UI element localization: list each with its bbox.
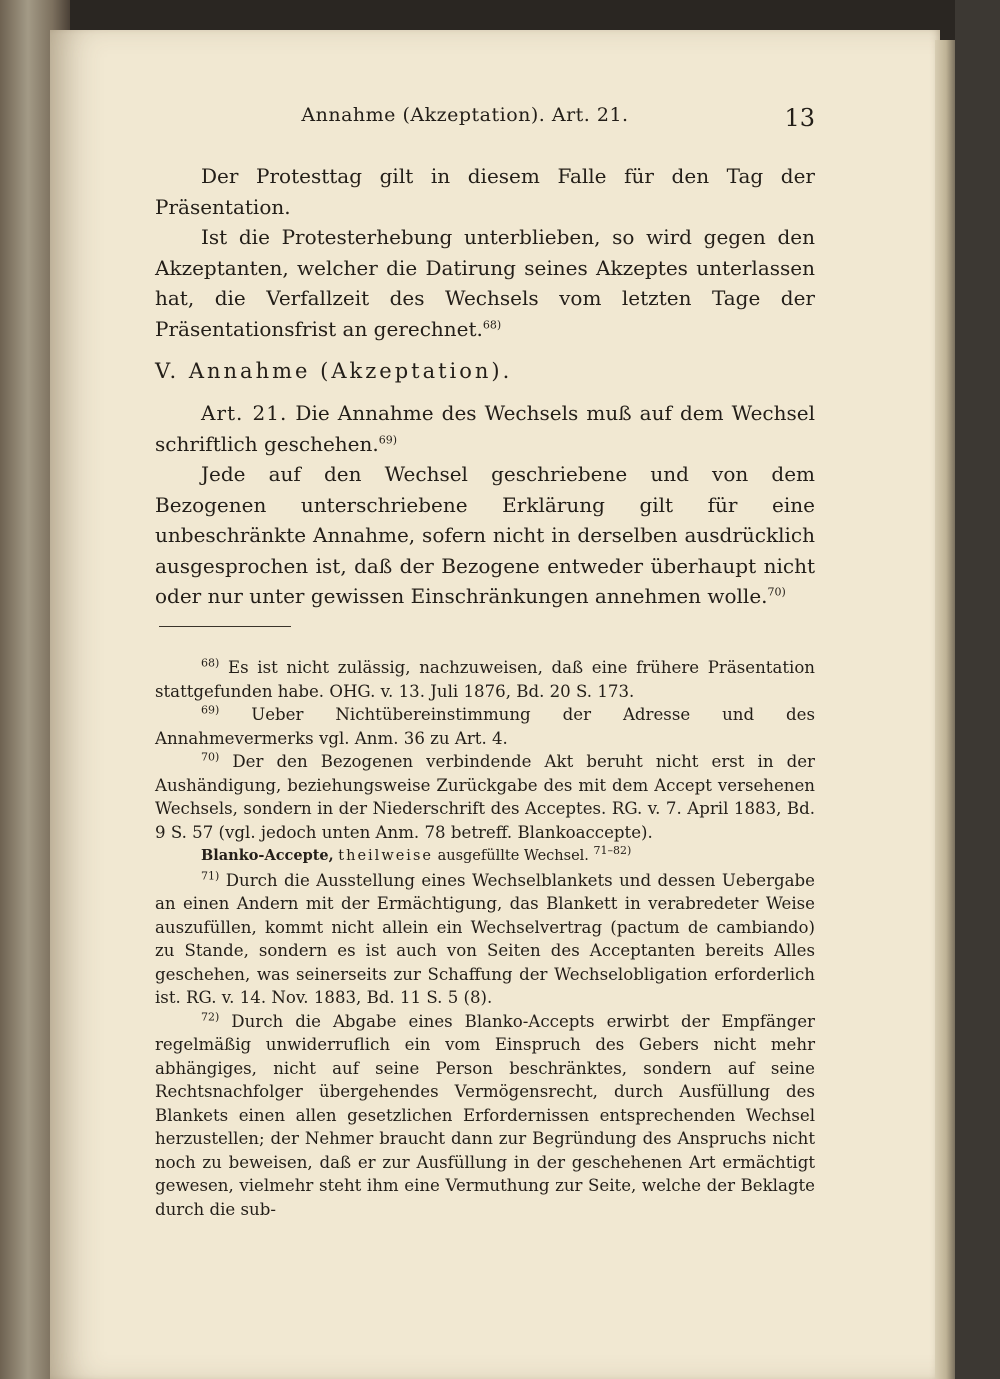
main-text-top <box>155 161 815 344</box>
topic-line-blanko: Blanko-Accepte, theilweise ausgefüllte Wechsel. $^{71-82)}$ <box>201 844 632 864</box>
section-heading: V. Annahme (Akzeptation). <box>155 359 513 383</box>
paragraph-erklaerung: Jede auf den Wechsel geschriebene und von dem Bezogenen unterschriebene Erklärung gilt für eine unbeschränkte Annahme, sofern nicht in derselben ausdrücklich ausgesprochen ist, daß der Bezogene entweder überhaupt nicht oder nur unter gewissen Einschränkungen annehmen wolle.$^{70)}$ <box>155 462 815 608</box>
page-number: 13 <box>784 104 815 132</box>
main-text-article <box>155 398 815 612</box>
page-edges <box>935 40 957 1379</box>
running-header <box>155 104 815 136</box>
footnote-68: $^{68)}$ Es ist nicht zulässig, nachzuweisen, daß eine frühere Präsentation stattgefunden habe. OHG. v. 13. Juli 1876, Bd. 20 S. 173. <box>155 656 815 701</box>
footnote-divider <box>159 626 291 627</box>
footnote-71: $^{71)}$ Durch die Ausstellung eines Wechselblankets und dessen Uebergabe an einen Andern mit der Ermächtigung, das Blankett in verabredeter Weise auszufüllen, kommt nicht allein ein Wechselvertrag (pactum de cambiando) zu Stande, sondern es ist auch von Seiten des Acceptanten bereits Alles geschehen, was seinerseits zur Schaffung der Wechselobligation erforderlich ist. RG. v. 14. Nov. 1883, Bd. 11 S. 5 (8). <box>155 868 816 1007</box>
topic-key: Blanko-Accepte, <box>201 847 334 864</box>
paragraph-protesterhebung: Ist die Protesterhebung unterblieben, so wird gegen den Akzeptanten, welcher die Datirung seines Akzeptes unterlassen hat, die Verfallzeit des Wechsels vom letzten Tage der Präsentationsfrist an gerechnet.$^{68)}$ <box>155 225 815 341</box>
running-title: Annahme (Akzeptation). Art. 21. <box>301 104 629 126</box>
footnote-ref-70: 70) <box>767 585 786 599</box>
footnote-70: $^{70)}$ Der den Bezogenen verbindende Akt beruht nicht erst in der Aushändigung, beziehungsweise Zurückgabe des mit dem Accept versehenen Wechsels, sondern in der Niederschrift des Acceptes. RG. v. 7. April 1883, Bd. 9 S. 57 (vgl. jedoch unten Anm. 78 betreff. Blankoacceptе). <box>155 750 815 842</box>
paragraph-protesttag: Der Protesttag gilt in diesem Falle für den Tag der Präsentation. <box>155 164 815 219</box>
footnote-72: $^{72)}$ Durch die Abgabe eines Blanko-Accepts erwirbt der Empfänger regelmäßig unwiderruflich ein vom Einspruch des Gebers nicht mehr abhängiges, nicht auf seine Person beschränktes, sondern auf seine Rechtsnachfolger übergehendes Vermögensrecht, durch Ausfüllung des Blankets einen allen gesetzlichen Erfordernissen entsprechenden Wechsel herzustellen; der Nehmer braucht dann zur Begründung des Anspruchs nicht noch zu beweisen, daß er zur Ausfüllung in der geschehenen Art ermächtigt gewesen, vielmehr steht ihm eine Vermuthung zur Seite, welche der Beklagte durch die sub- <box>155 1009 815 1219</box>
article-21: Art. 21. Die Annahme des Wechsels muß auf dem Wechsel schriftlich geschehen.$^{69)}$ <box>155 401 816 456</box>
footnotes <box>155 656 815 1221</box>
article-label: Art. 21. <box>201 401 288 425</box>
book-cover <box>955 0 1000 1379</box>
footnote-ref-68: 68) <box>482 317 502 331</box>
footnote-ref-69: 69) <box>378 432 398 446</box>
footnote-69: $^{69)}$ Ueber Nichtübereinstimmung der Adresse und des Annahmevermerks vgl. Anm. 36 zu Art. 4. <box>155 703 815 748</box>
topic-refs: 71–82) <box>593 844 632 858</box>
section-heading-block <box>155 359 815 383</box>
